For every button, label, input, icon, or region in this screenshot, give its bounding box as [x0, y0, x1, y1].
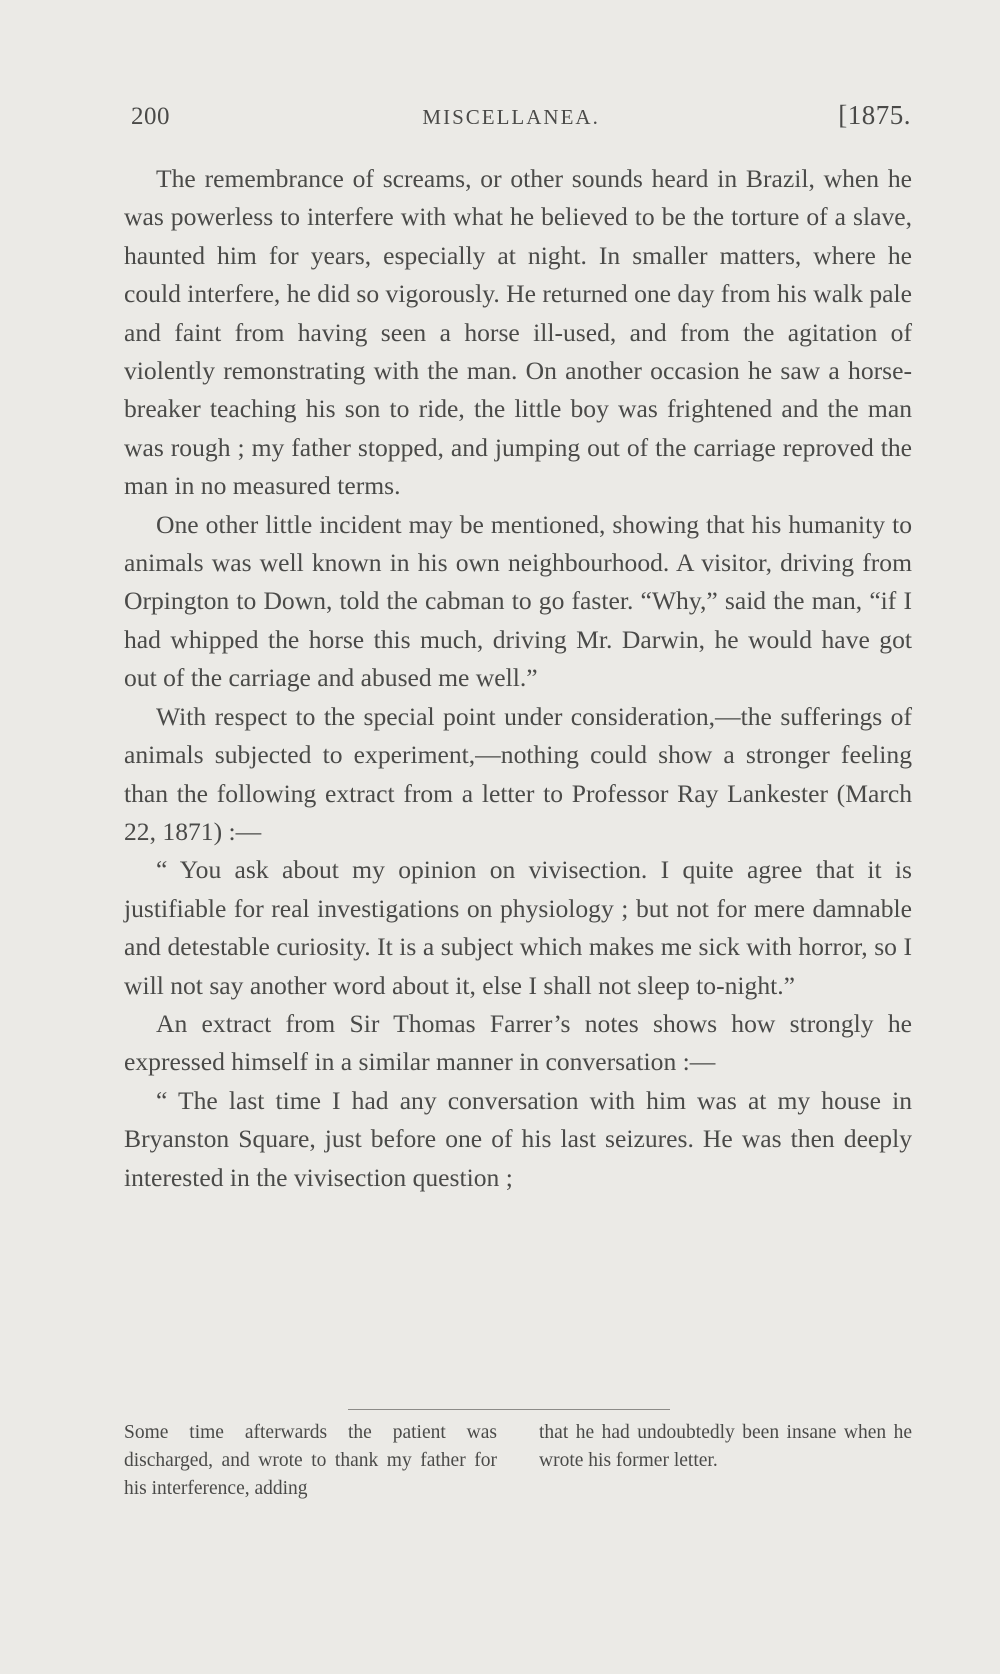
- paragraph: The remembrance of screams, or other sounds heard in Brazil, when he was powerless to interfere with what he believed to be the torture of a slave, haunted him for years, especially at night. In smaller matters, where he could interfere, he did so vigorously. He returned one day from his walk pale and faint from having seen a horse ill-used, and from the agitation of violently remonstrating with the man. On another occasion he saw a horse-breaker teaching his son to ride, the little boy was frightened and the man was rough ; my father stopped, and jumping out of the carriage reproved the man in no measured terms.: [124, 164, 912, 501]
- body-text: [124, 160, 912, 1197]
- running-head: MISCELLANEA.: [422, 105, 600, 129]
- page-number: 200: [131, 103, 170, 130]
- paragraph: One other little incident may be mentioned, showing that his humanity to animals was well known in his own neighbourhood. A visitor, driving from Orpington to Down, told the cabman to go faster. “Why,” said the man, “if I had whipped the horse this much, driving Mr. Darwin, he would have got out of the carriage and abused me well.”: [124, 509, 912, 693]
- footnote-rule: [348, 1409, 670, 1410]
- year-marker: [1875.: [838, 100, 911, 130]
- paragraph: “ You ask about my opinion on vivisection. I quite agree that it is justifiable for real investigations on physiology ; but not for mere damnable and detestable curiosity. It is a subject which makes me sick with horror, so I will not say another word about it, else I shall not sleep to-night.”: [124, 855, 912, 1000]
- page-header: [131, 100, 911, 140]
- paragraph: “ The last time I had any conversation with him was at my house in Bryanston Square, just before one of his last seizures. He was then deeply interested in the vivisection question ;: [124, 1085, 912, 1192]
- footnote-left-column: Some time afterwards the patient was discharged, and wrote to thank my father for his interference, adding: [124, 1422, 497, 1499]
- paragraph: With respect to the special point under consideration,—the sufferings of animals subjected to experiment,—nothing could show a stronger feeling than the following extract from a letter to Professor Ray Lankester (March 22, 1871) :—: [124, 701, 912, 846]
- footnote: [124, 1419, 912, 1503]
- footnote-right-column: that he had undoubtedly been insane when he wrote his former letter.: [539, 1422, 912, 1471]
- paragraph: An extract from Sir Thomas Farrer’s notes shows how strongly he expressed himself in a similar manner in conversation :—: [124, 1008, 912, 1077]
